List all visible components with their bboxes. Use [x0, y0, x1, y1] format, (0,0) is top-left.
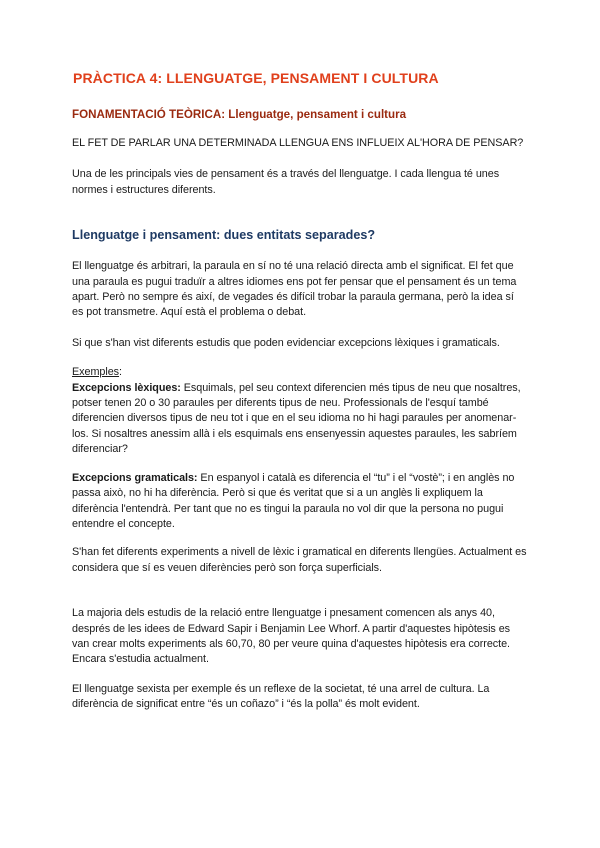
experiments-paragraph: S'han fet diferents experiments a nivell de lèxic i gramatical en diferents llengües. Actualment es considera que sí es veuen diferències però son força superficials.: [72, 546, 527, 574]
lexical-text: Esquimals, pel seu context diferencien més tipus de neu que nosaltres, potser tenen 20 o 30 paraules per diferents tipus de neu. Professionals de l'esquí també diferencien diversos tipus de neu tot i que en el seu idioma no hi hagi paraules per anomenar-los. Si nosaltres anessim allà i els esquimals ens ensenyessin aquestes paraules, les sabríem diferenciar?: [72, 381, 521, 456]
examples-label: [72, 365, 528, 380]
section-heading: Llenguatge i pensament: dues entitats separades?: [72, 228, 376, 243]
examples-label-colon: :: [119, 366, 122, 379]
guiding-question: EL FET DE PARLAR UNA DETERMINADA LLENGUA ENS INFLUEIX AL'HORA DE PENSAR?: [72, 137, 524, 149]
lexical-label: Excepcions lèxiques:: [72, 381, 181, 394]
page-subtitle: FONAMENTACIÓ TEÒRICA: Llenguatge, pensament i cultura: [72, 108, 407, 121]
lexical-example: [72, 381, 528, 458]
intro-paragraph: Una de les principals vies de pensament és a través del llenguatge. I cada llengua té unes normes i estructures diferents.: [72, 168, 500, 196]
grammatical-text: En espanyol i català es diferencia el “tu” i el “vostè”; i en anglès no passa això, no hi ha diferència. Però si que és veritat que si a un anglès li expliquem la diferència l'entendrà. Per tant que no es tingui la paraula no vol dir que la persona no pugui entendre el concepte.: [72, 471, 515, 530]
grammatical-label: Excepcions gramaticals:: [72, 471, 198, 484]
page-title: PRÀCTICA 4: LLENGUATGE, PENSAMENT I CULTURA: [73, 70, 439, 86]
grammatical-example: [72, 471, 528, 533]
studies-paragraph: Si que s'han vist diferents estudis que poden evidenciar excepcions lèxiques i gramaticals.: [72, 336, 500, 349]
history-paragraph: La majoria dels estudis de la relació entre llenguatge i pnesament comencen als anys 40, després de les idees de Edward Sapir i Benjamin Lee Whorf. A partir d'aquestes hipòtesis es van crear molts experiments als 60,70, 80 per veure quina d'aquestes hipòtesis era correcte. Encara s'estudia actualment.: [72, 607, 511, 666]
sexist-language-paragraph: El llenguatge sexista per exemple és un reflexe de la societat, té una arrel de cultura. La diferència de significat entre “és un coñazo” i “és la polla” és molt evident.: [72, 682, 490, 711]
arbitrary-paragraph: El llenguatge és arbitrari, la paraula en sí no té una relació directa amb el significat. El fet que una paraula es pugui traduïr a altres idiomes ens pot fer pensar que el pensament és un tema apart. Però no sempre és així, de vegades és difícil trobar la paraula germana, però la idea sí es pot transmetre. Aquí està el problema o debat.: [72, 260, 517, 319]
examples-label-text: Exemples: [72, 366, 120, 379]
